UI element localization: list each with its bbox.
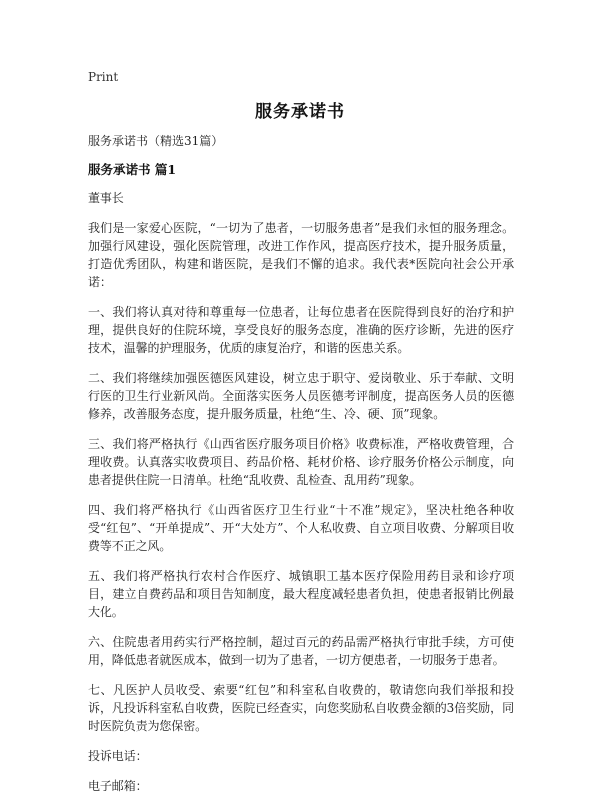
paragraph-addressee: 董事长 bbox=[88, 191, 124, 205]
document-subtitle: 服务承诺书（精选31篇） bbox=[88, 134, 224, 148]
paragraph-pledge-4: 四、我们将严格执行《山西省医疗卫生行业“十不准”规定》，坚决杜绝各种收受“红包”、“开单提成”、开“大处方”、个人私收费、自立项目收费、分解项目收费等不正之风。 bbox=[88, 503, 514, 553]
page-title: 服务承诺书 bbox=[255, 102, 345, 122]
paragraph-pledge-6: 六、住院患者用药实行严格控制，超过百元的药品需严格执行审批手续，方可使用，降低患者就医成本，做到一切为了患者，一切方便患者，一切服务于患者。 bbox=[88, 635, 514, 667]
paragraph-pledge-1: 一、我们将认真对待和尊重每一位患者，让每位患者在医院得到良好的治疗和护理，提供良好的住院环境，享受良好的服务态度，准确的医疗诊断，先进的医疗技术，温馨的护理服务，优质的康复治疗，和谐的医患关系。 bbox=[88, 305, 514, 355]
print-link[interactable]: Print bbox=[88, 70, 119, 84]
paragraph-pledge-3: 三、我们将严格执行《山西省医疗服务项目价格》收费标准，严格收费管理，合理收费。认真落实收费项目、药品价格、耗材价格、诊疗服务价格公示制度，向患者提供住院一日清单。杜绝“乱收费、乱检查、乱用药”现象。 bbox=[88, 437, 514, 487]
paragraph-pledge-5: 五、我们将严格执行农村合作医疗、城镇职工基本医疗保险用药目录和诊疗项目，建立自费药品和项目告知制度，最大程度减轻患者负担，使患者报销比例最大化。 bbox=[88, 569, 514, 619]
complaint-phone-label: 投诉电话： bbox=[88, 749, 148, 763]
document-body bbox=[88, 132, 514, 807]
paragraph-pledge-2: 二、我们将继续加强医德医风建设，树立忠于职守、爱岗敬业、乐于奉献、文明行医的卫生行业新风尚。全面落实医务人员医德考评制度，提高医务人员的医德修养，改善服务态度，提升服务质量，杜绝“生、冷、硬、顶”现象。 bbox=[88, 371, 514, 421]
paragraph-pledge-7: 七、凡医护人员收受、索要“红包”和科室私自收费的，敬请您向我们举报和投诉，凡投诉科室私自收费，医院已经查实，向您奖励私自收费金额的3倍奖励，同时医院负责为您保密。 bbox=[88, 683, 514, 733]
paragraph-intro: 我们是一家爱心医院，“一切为了患者，一切服务患者”是我们永恒的服务理念。加强行风建设，强化医院管理，改进工作作风，提高医疗技术，提升服务质量，打造优秀团队，构建和谐医院，是我们不懈的追求。我代表*医院向社会公开承诺： bbox=[88, 221, 514, 289]
section-heading: 服务承诺书 篇1 bbox=[88, 162, 177, 177]
email-label: 电子邮箱： bbox=[88, 779, 148, 793]
